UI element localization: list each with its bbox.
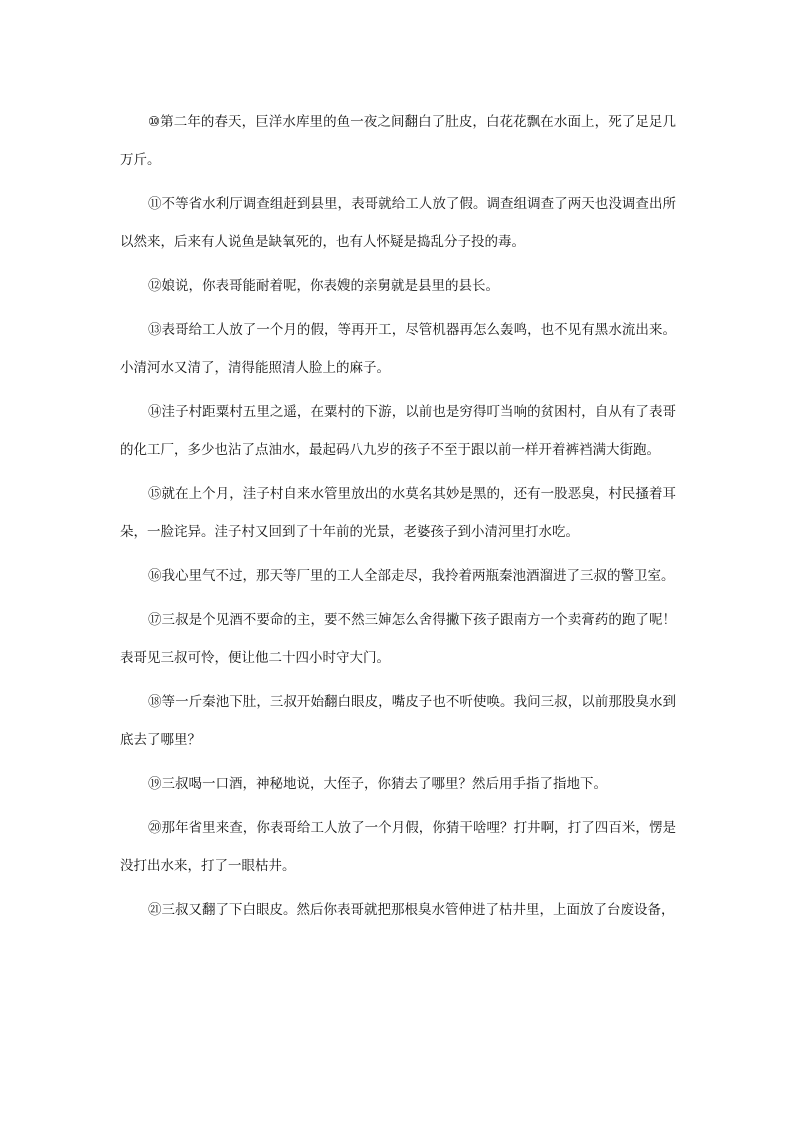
article-body bbox=[120, 103, 676, 935]
paragraph-13: ⑬表哥给工人放了一个月的假，等再开工，尽管机器再怎么轰鸣，也不见有黑水流出来。小清河水又清了，清得能照清人脸上的麻子。 bbox=[120, 322, 676, 376]
paragraph-17: ⑰三叔是个见酒不要命的主，要不然三婶怎么舍得撇下孩子跟南方一个卖膏药的跑了呢！表哥见三叔可怜，便让他二十四小时守大门。 bbox=[120, 612, 676, 666]
paragraph-19: ⑲三叔喝一口酒，神秘地说，大侄子，你猜去了哪里？然后用手指了指地下。 bbox=[148, 776, 607, 792]
paragraph-10: ⑩第二年的春天，巨洋水库里的鱼一夜之间翻白了肚皮，白花花飘在水面上，死了足足几万斤。 bbox=[120, 114, 676, 168]
paragraph-21: ㉑三叔又翻了下白眼皮。然后你表哥就把那根臭水管伸进了枯井里，上面放了台废设备， bbox=[148, 902, 675, 918]
paragraph-11: ⑪不等省水利厅调查组赶到县里，表哥就给工人放了假。调查组调查了两天也没调查出所以然来，后来有人说鱼是缺氧死的，也有人怀疑是捣乱分子投的毒。 bbox=[120, 196, 676, 250]
paragraph-14: ⑭洼子村距粟村五里之遥，在粟村的下游，以前也是穷得叮当响的贫困村，自从有了表哥的化工厂，多少也沾了点油水，最起码八九岁的孩子不至于跟以前一样开着裤裆满大街跑。 bbox=[120, 404, 676, 458]
paragraph-16: ⑯我心里气不过，那天等厂里的工人全部走尽，我拎着两瓶秦池酒溜进了三叔的警卫室。 bbox=[148, 568, 675, 584]
paragraph-12: ⑫娘说，你表哥能耐着呢，你表嫂的亲舅就是县里的县长。 bbox=[148, 278, 499, 294]
paragraph-15: ⑮就在上个月，洼子村自来水管里放出的水莫名其妙是黑的，还有一股恶臭，村民搔着耳朵，一脸诧异。洼子村又回到了十年前的光景，老婆孩子到小清河里打水吃。 bbox=[120, 486, 676, 540]
paragraph-18: ⑱等一斤秦池下肚，三叔开始翻白眼皮，嘴皮子也不听使唤。我问三叔，以前那股臭水到底去了哪里？ bbox=[120, 694, 676, 748]
paragraph-20: ⑳那年省里来查，你表哥给工人放了一个月假，你猜干啥哩？打井啊，打了四百米，愣是没打出水来，打了一眼枯井。 bbox=[120, 820, 676, 874]
